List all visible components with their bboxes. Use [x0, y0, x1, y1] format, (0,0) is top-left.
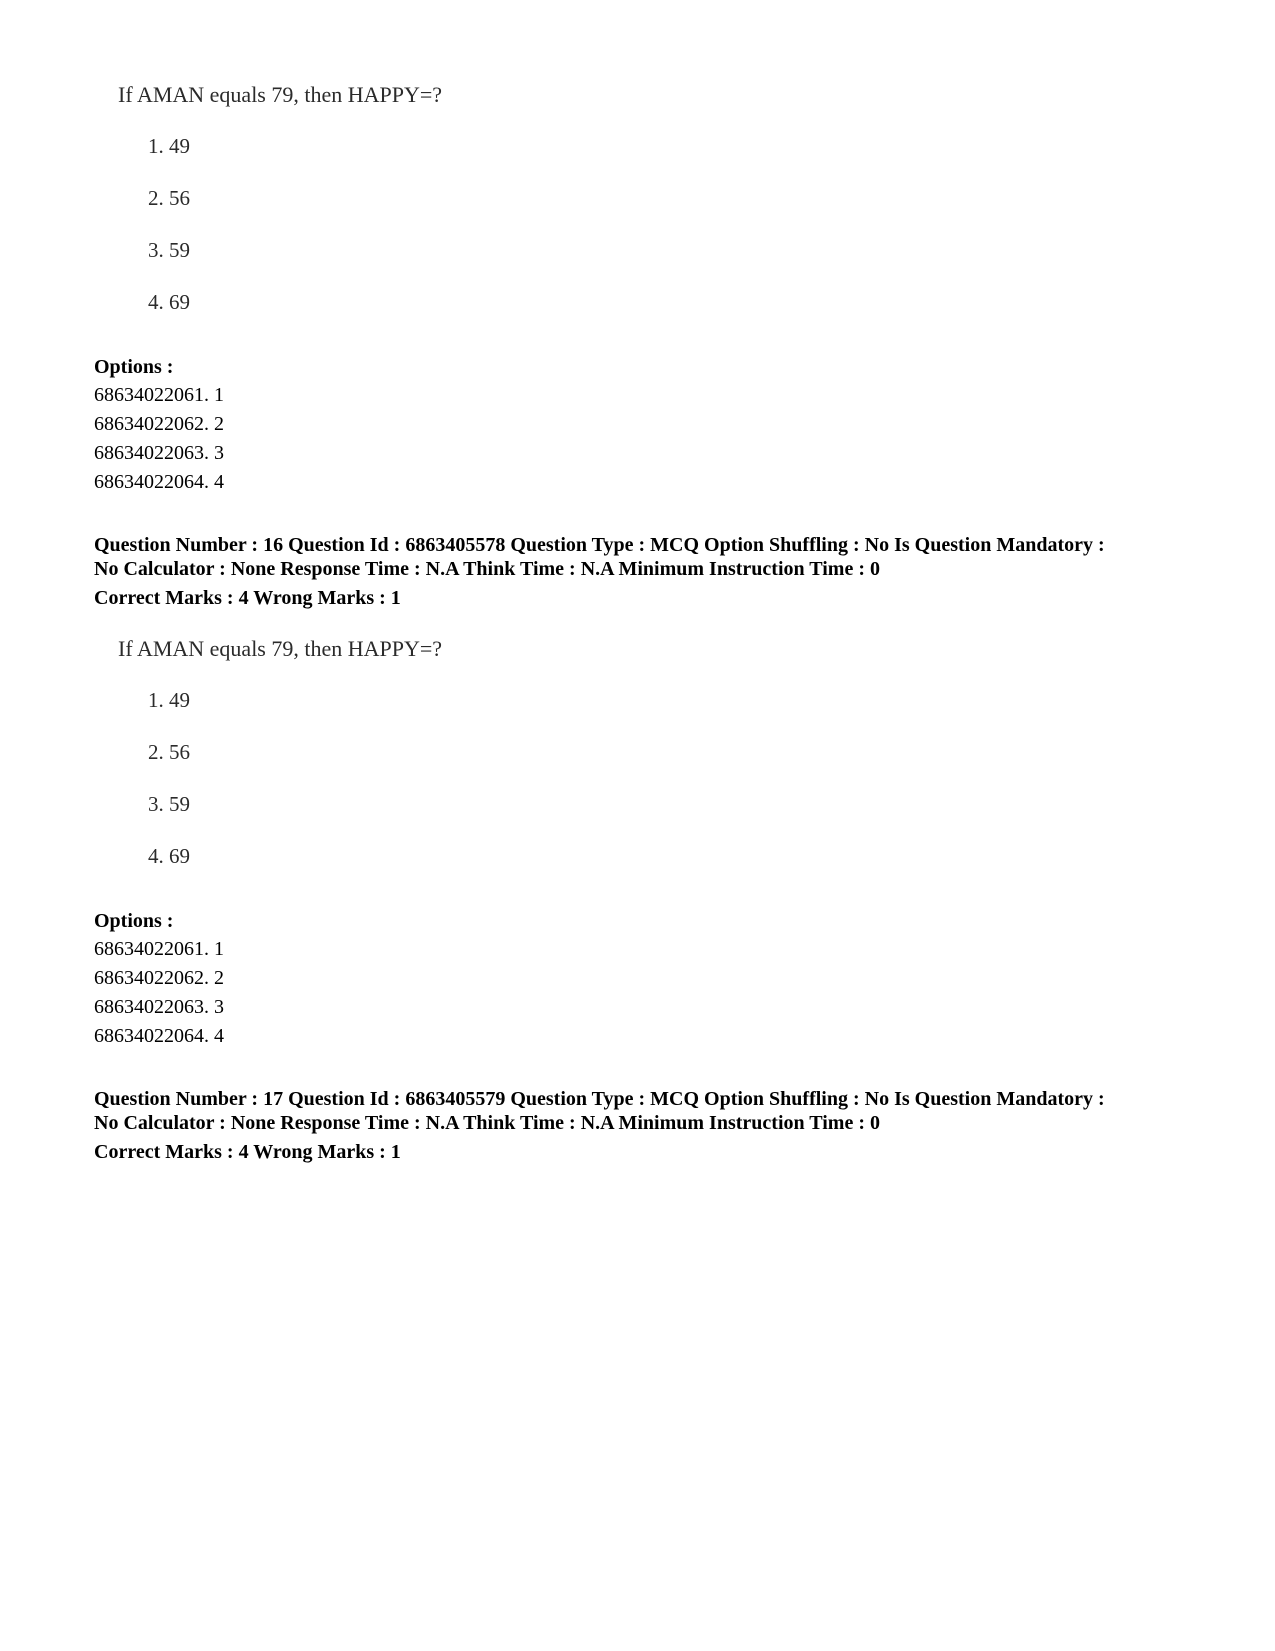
- question-meta-line: Question Number : 16 Question Id : 6863405578 Question Type : MCQ Option Shuffling : No Is Question Mandatory :: [94, 534, 1105, 556]
- question-marks: Correct Marks : 4 Wrong Marks : 1: [94, 1141, 401, 1163]
- question-meta-line: No Calculator : None Response Time : N.A Think Time : N.A Minimum Instruction Time : 0: [94, 558, 880, 580]
- option-row: 68634022064. 4: [94, 1025, 224, 1047]
- options-label: Options :: [94, 356, 174, 378]
- question-meta: [94, 1087, 1194, 1135]
- question-meta-line: Question Number : 17 Question Id : 6863405579 Question Type : MCQ Option Shuffling : No Is Question Mandatory :: [94, 1088, 1105, 1110]
- question-choice: 1. 49: [148, 134, 190, 158]
- question-choice: 1. 49: [148, 688, 190, 712]
- question-choice: 2. 56: [148, 740, 190, 764]
- question-marks: Correct Marks : 4 Wrong Marks : 1: [94, 587, 401, 609]
- question-image: [118, 634, 618, 884]
- option-row: 68634022062. 2: [94, 967, 224, 989]
- question-choice: 3. 59: [148, 238, 190, 262]
- question-text: If AMAN equals 79, then HAPPY=?: [118, 636, 443, 661]
- question-meta-line: No Calculator : None Response Time : N.A Think Time : N.A Minimum Instruction Time : 0: [94, 1112, 880, 1134]
- option-row: 68634022063. 3: [94, 996, 224, 1018]
- question-meta: [94, 533, 1194, 581]
- option-row: 68634022062. 2: [94, 413, 224, 435]
- question-choice: 2. 56: [148, 186, 190, 210]
- question-text: If AMAN equals 79, then HAPPY=?: [118, 82, 443, 107]
- options-label: Options :: [94, 910, 174, 932]
- question-image: [118, 80, 618, 330]
- question-choice: 3. 59: [148, 792, 190, 816]
- option-row: 68634022061. 1: [94, 938, 224, 960]
- question-choice: 4. 69: [148, 844, 190, 868]
- option-row: 68634022061. 1: [94, 384, 224, 406]
- option-row: 68634022063. 3: [94, 442, 224, 464]
- question-choice: 4. 69: [148, 290, 190, 314]
- option-row: 68634022064. 4: [94, 471, 224, 493]
